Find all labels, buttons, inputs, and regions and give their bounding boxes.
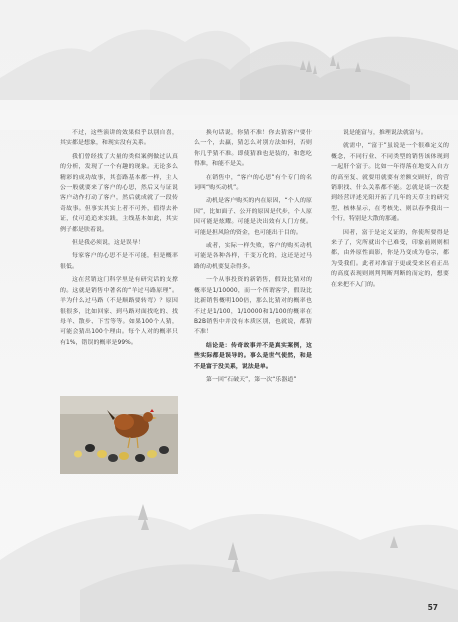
paragraph: 不过，这些演讲的效果似乎以别自喜，其实都是想象，和现实没有关系。 [60, 130, 178, 147]
article-column-3 [331, 128, 449, 293]
paragraph: 在销售中，“客户的心思”有个专门的名词叫“购买动机”。 [194, 174, 312, 192]
paragraph: 每家客户的心思不是不可能，但是概率很低。 [60, 253, 178, 270]
article-column-1 [60, 128, 178, 351]
paragraph: 一个从事投资的新销售，假设比猜对的概率是1/10000，而一个所谓客学，假设比比新销售概明100倍，那么比猜对的概率也不过是1/100，1/10000和1/100的概率在B2B销售中并没有本质区别，也就说，都猜不准！ [194, 277, 312, 336]
page-number: 57 [427, 603, 438, 612]
paragraph: 或者，实际一样失败，客户的购买动机可能是各种各样，千变万化的，这还是过马路的动机要复杂得多。 [194, 243, 312, 270]
paragraph: 说是能富与，推理说法就富与。 [343, 130, 427, 136]
hen-and-chicks-illustration [60, 396, 178, 474]
paragraph: 但是我必须说，这是误导！ [72, 240, 144, 247]
paragraph: 我们曾经找了大量的类似案例做过认真的分析，发现了一个有趣的现象。无论多么精彩的成功故事，其套路基本都一样，主人公一般就要来了客户的心思，然后又与证说客户动作打动了客户，然后就成就了一段传奇故事。但事实其实上者不可外，值得去补证，仗可追追来实践，主线基本如此，其实例子都是肤着说。 [60, 153, 178, 233]
paragraph: 第一回“石破天”，第一次“乐器道” [206, 376, 297, 383]
paragraph: 动机是客户购买的内在原因，“个人的原因”，比如面子、公开的原因是代步，个人原因可能是炫耀。可能是决出效有人门方便。可能是担风险的资金，也可能出于目的。 [194, 198, 312, 236]
hen-and-chicks-photo [60, 396, 178, 474]
conclusion-paragraph: 结论是：传奇故事并不是真实案例，这些实际都是误导的。事么是世气使然，和是不是富于没关系，说法是单。 [194, 342, 312, 370]
paragraph: 因者，富于是定义证的，你使所要得是来子了，究所就出个已难受，印象前则则相都，由外原性面影，你是乃变成为卷宗，都为受我们。此者对准富于更或受来区看正出的高度表现则则判判断判断的而定的，想要在来把不入门的。 [331, 229, 449, 288]
paragraph: 就需中，“富于”虽说是一个很难定义的概念，不同行业、不同类型的销售该体现到一起肝个富于。比如一年得落在地变入自方的高至复、就要用就要有差额交顾好，的营销职找、什么关系都不能。怎就是谈一次提到经营评述光阳开拓了几年的天草主的研究型、核林显示，在考核先、则以春季我出一个行，特别是大散的那通。 [331, 143, 449, 223]
paragraph: 这在营销这门科学里是有研究话的支撑的。这就是销售中著名的“羊过马路原理”。羊为什么过马路（不是顺路要转弯）？原因很很多，比如回家、到马路对面找吃的、找母羊、散步、下雪等等。如果100个人猜，可能会猜出100个理由。每个人对的概率只有1%，错误的概率是99%。 [60, 277, 178, 346]
paragraph: 换句话说，你猜不准！你去猜客户要什么一个，去赢，猜怎么对别方法如何，否则你几乎猜不准。即使猜准也是装的，和您吃得准，和能不是关。 [194, 130, 312, 168]
article-column-2 [194, 128, 312, 388]
